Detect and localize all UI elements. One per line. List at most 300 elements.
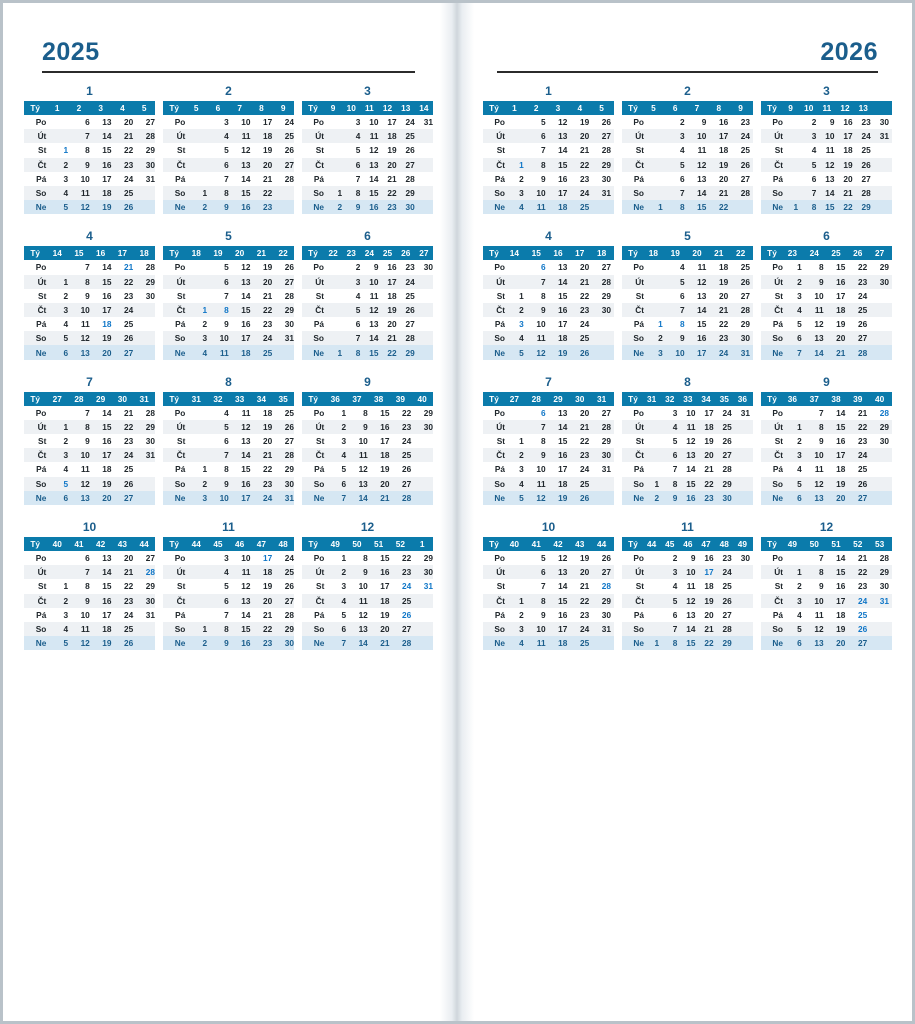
week-number: 45 [213,538,223,549]
day-cell [415,129,433,143]
day-cell [185,143,207,157]
day-row [24,186,155,200]
week-number-row [761,537,892,551]
day-cell: 12 [358,464,368,475]
highlighted-day: 1 [63,145,69,156]
quarter-block [483,517,892,650]
day-cell: 14 [549,420,571,434]
page-title-right: 2026 [820,38,878,66]
day-label: Ne [483,636,505,650]
day-cell: 17 [102,173,112,184]
day-label: Pá [633,319,644,330]
day-row [761,622,892,636]
day-cell: 23 [709,331,731,345]
day-cell: 11 [805,303,827,317]
week-number: 29 [553,393,563,404]
week-number: 50 [352,538,362,549]
highlighted-day: 6 [540,262,546,273]
day-row [483,303,614,317]
day-cell: 19 [579,553,590,564]
week-label: Tý [761,101,783,115]
day-cell: 9 [373,262,379,273]
week-number-row [163,392,294,406]
week-number: 19 [213,248,223,259]
day-cell: 29 [133,420,155,434]
day-cell [185,158,207,172]
week-number-row [761,392,892,406]
day-cell: 28 [731,186,753,200]
quarter-row [24,372,433,505]
day-cell [505,551,527,565]
day-cell: 19 [836,319,846,330]
day-cell: 2 [783,275,805,289]
day-cell: 23 [579,173,590,184]
month-block [24,226,155,359]
week-number-row [622,246,753,260]
day-cell: 4 [505,200,527,214]
day-cell: 29 [272,622,294,636]
day-cell [644,434,662,448]
day-cell: 7 [224,609,229,620]
day-cell: 19 [263,262,273,273]
week-number: 5 [141,103,147,113]
day-cell: 16 [229,200,251,214]
day-cell: 26 [284,145,294,156]
day-cell: 11 [346,448,368,462]
month-block [24,517,155,650]
day-label: St [38,290,47,301]
day-cell: 3 [801,129,819,143]
day-cell: 15 [102,145,112,156]
day-cell: 4 [207,129,229,143]
day-row [163,331,294,345]
day-cell: 20 [387,319,397,330]
day-cell: 5 [662,594,680,608]
week-number: 12 [840,103,850,113]
day-cell: 3 [783,448,805,462]
day-label: So [163,622,185,636]
day-cell: 12 [686,436,696,447]
day-cell: 28 [879,553,889,564]
day-cell: 27 [272,158,294,172]
quarter-row [483,226,892,359]
week-number: 12 [382,103,393,113]
day-cell: 19 [579,117,590,128]
week-number: 16 [553,248,563,259]
week-number: 41 [531,538,541,549]
month-number: 9 [364,374,371,389]
week-label: Tý [163,101,185,115]
week-label: Tý [622,101,644,115]
week-number-row [302,101,433,115]
day-row [622,158,753,172]
months-grid-left [24,81,433,650]
day-cell: 5 [46,331,68,345]
day-cell: 3 [519,464,524,475]
day-cell [185,289,207,303]
week-number: 22 [328,248,338,259]
month-block [761,517,892,650]
month-number: 1 [86,84,93,98]
day-cell [185,594,207,608]
day-cell: 29 [601,290,611,301]
day-cell: 21 [387,173,397,184]
day-cell: 4 [324,594,346,608]
day-cell [592,636,614,650]
day-cell [133,636,155,650]
day-cell [46,565,68,579]
day-cell: 25 [740,262,750,273]
day-cell [644,172,666,186]
day-cell [185,434,207,448]
week-number-row [483,392,614,406]
week-number: 13 [401,103,411,113]
day-label: Po [494,262,505,273]
divider-right [497,71,878,73]
day-row [163,434,294,448]
day-row [24,303,155,317]
day-cell: 26 [717,594,735,608]
day-cell: 12 [558,117,568,128]
day-label: Pá [633,464,644,475]
day-label: Út [163,565,185,579]
day-cell [644,115,666,129]
week-number: 40 [52,538,62,549]
day-label: Po [313,407,325,418]
day-label: Po [772,407,783,418]
day-cell: 27 [848,491,870,505]
day-cell: 19 [90,477,112,491]
day-cell: 10 [819,129,837,143]
day-cell: 23 [378,200,396,214]
day-row [163,579,294,593]
month-block [163,372,294,505]
day-cell: 9 [68,594,90,608]
day-cell [644,406,662,420]
day-cell: 17 [229,331,251,345]
month-block [622,372,753,505]
day-row [163,594,294,608]
day-label: Ne [163,636,185,650]
day-label: Út [302,129,324,143]
day-cell [735,491,753,505]
day-cell: 26 [112,477,134,491]
month-block [302,226,433,359]
day-cell: 27 [592,565,614,579]
week-number: 30 [575,393,585,404]
week-number: 40 [417,393,427,404]
month-table [483,246,614,359]
day-cell: 23 [740,117,750,128]
day-cell: 14 [836,553,846,564]
day-cell [415,275,433,289]
day-cell: 20 [124,117,134,128]
week-number: 51 [374,538,384,549]
day-label: Ne [622,200,644,214]
day-cell [644,462,662,476]
day-cell: 4 [185,345,207,359]
day-row [483,462,614,476]
day-cell: 5 [342,303,360,317]
day-cell: 10 [666,345,688,359]
week-label: Tý [163,246,185,260]
highlighted-day: 1 [519,159,524,170]
day-cell [185,608,207,622]
day-cell: 17 [558,319,568,330]
highlighted-day: 28 [879,407,889,418]
day-cell: 25 [397,129,415,143]
day-row [302,551,433,565]
day-cell: 29 [856,200,874,214]
day-label: St [496,581,505,592]
day-row [302,200,433,214]
day-cell [415,172,433,186]
day-row [302,594,433,608]
day-cell [592,345,614,359]
quarter-block [24,517,433,650]
day-row [163,186,294,200]
day-label: So [24,331,46,345]
week-number: 31 [191,393,201,404]
day-cell: 16 [387,262,397,273]
month-block [24,372,155,505]
day-cell: 2 [644,491,662,505]
day-cell: 14 [102,262,112,273]
day-cell: 20 [579,262,590,273]
day-cell: 12 [241,581,251,592]
day-cell: 28 [601,145,611,156]
day-label: So [761,477,783,491]
day-cell: 19 [704,436,714,447]
day-label: Ne [622,345,644,359]
week-number: 17 [575,248,585,259]
month-number: 11 [681,519,694,534]
day-cell: 12 [68,636,90,650]
month-table [163,246,294,359]
day-cell [592,317,614,331]
day-cell: 10 [805,594,827,608]
week-number: 4 [577,103,583,113]
day-cell [411,477,433,491]
week-number: 34 [701,393,711,404]
week-number: 35 [719,393,729,404]
day-row [483,594,614,608]
day-cell: 8 [85,581,90,592]
day-cell: 25 [848,303,870,317]
month-number: 10 [82,519,97,534]
day-label: Út [24,565,46,579]
day-cell: 26 [601,553,611,564]
day-row [761,115,892,129]
day-row [622,186,753,200]
week-number: 25 [831,248,841,259]
week-number: 6 [215,103,221,113]
day-row [483,551,614,565]
day-row [163,477,294,491]
week-number: 32 [665,393,675,404]
day-cell: 27 [722,609,732,620]
week-label: Tý [163,537,185,551]
day-cell: 28 [592,420,614,434]
day-cell: 20 [827,331,849,345]
day-cell [644,158,666,172]
day-cell: 31 [592,186,614,200]
day-cell: 18 [102,464,112,475]
day-cell: 30 [423,262,433,273]
week-number: 23 [787,248,798,259]
day-cell: 29 [717,636,735,650]
day-cell: 8 [540,436,546,447]
day-cell [46,477,68,491]
day-cell: 2 [324,565,346,579]
day-row [163,143,294,157]
day-label: St [177,290,186,301]
day-row [302,317,433,331]
day-row [483,275,614,289]
day-cell: 22 [112,420,134,434]
day-row [483,608,614,622]
day-row [483,260,614,274]
day-cell [324,317,342,331]
day-cell: 25 [251,345,273,359]
day-cell [185,448,207,462]
day-row [483,565,614,579]
day-cell: 24 [579,319,590,330]
day-cell: 25 [570,636,592,650]
day-cell [735,594,753,608]
day-cell [505,406,527,420]
day-cell: 27 [848,331,870,345]
week-number: 28 [531,393,541,404]
day-cell: 17 [90,303,112,317]
day-row [24,477,155,491]
day-row [163,406,294,420]
week-number: 2 [76,103,82,113]
day-cell: 29 [397,186,415,200]
day-cell: 11 [697,262,707,273]
day-cell: 21 [579,145,590,156]
day-row [302,491,433,505]
day-cell: 30 [592,448,614,462]
day-cell: 19 [263,145,273,156]
day-cell: 12 [688,275,710,289]
day-label: So [622,477,644,491]
day-label: St [496,436,505,447]
highlighted-day: 18 [102,319,112,330]
week-number-row [761,101,892,115]
month-number: 3 [823,84,830,98]
day-cell: 1 [797,262,802,273]
week-label: Tý [483,101,505,115]
day-cell: 5 [355,145,361,156]
day-cell [783,143,801,157]
month-block [163,517,294,650]
day-cell: 24 [857,290,868,301]
month-table [163,537,294,650]
day-cell: 23 [112,594,134,608]
day-cell [185,551,207,565]
week-number-row [24,246,155,260]
day-cell [874,143,892,157]
week-number-row [622,392,753,406]
day-cell: 1 [519,290,524,301]
day-cell: 6 [672,609,678,620]
day-cell: 18 [90,186,112,200]
highlighted-day: 21 [124,262,134,273]
day-cell: 6 [207,275,229,289]
day-cell: 11 [68,622,90,636]
day-row [622,420,753,434]
week-label: Tý [622,246,644,260]
day-cell: 15 [549,594,571,608]
day-cell: 9 [85,290,90,301]
day-cell: 16 [558,609,568,620]
day-row [302,172,433,186]
day-row [761,406,892,420]
day-row [24,115,155,129]
month-table [622,246,753,359]
day-cell: 2 [355,262,361,273]
day-cell [644,551,662,565]
day-cell: 7 [324,491,346,505]
day-label: Čt [24,303,46,317]
day-row [163,317,294,331]
day-cell: 12 [527,345,549,359]
day-cell [505,317,527,331]
day-cell: 19 [709,275,731,289]
day-cell: 23 [857,436,868,447]
day-cell: 26 [848,477,870,491]
day-cell: 15 [827,565,849,579]
day-cell: 3 [342,275,360,289]
day-cell: 30 [411,565,433,579]
day-cell: 3 [63,609,69,620]
day-cell: 28 [856,186,874,200]
day-cell: 26 [570,491,592,505]
day-cell: 14 [360,331,378,345]
day-cell: 5 [797,319,802,330]
day-cell: 30 [717,491,735,505]
day-cell: 3 [224,117,229,128]
day-cell: 11 [369,290,379,301]
day-cell: 22 [402,553,412,564]
day-label: Pá [494,173,505,184]
day-cell: 9 [527,448,549,462]
day-cell [324,303,342,317]
day-cell [411,579,433,593]
day-cell: 9 [207,477,229,491]
day-row [761,317,892,331]
day-cell: 25 [857,464,868,475]
day-row [24,491,155,505]
day-cell [644,275,666,289]
day-cell: 28 [592,275,614,289]
day-cell: 11 [346,594,368,608]
day-cell: 25 [570,331,592,345]
day-cell: 22 [698,636,716,650]
day-cell: 18 [229,345,251,359]
day-cell: 29 [879,262,889,273]
day-label: St [774,290,783,301]
day-cell [133,331,155,345]
day-cell [505,275,527,289]
day-cell: 19 [827,477,849,491]
day-cell: 18 [698,420,716,434]
day-cell: 12 [229,420,251,434]
day-row [163,622,294,636]
week-number: 44 [191,538,201,549]
day-cell: 27 [145,553,155,564]
